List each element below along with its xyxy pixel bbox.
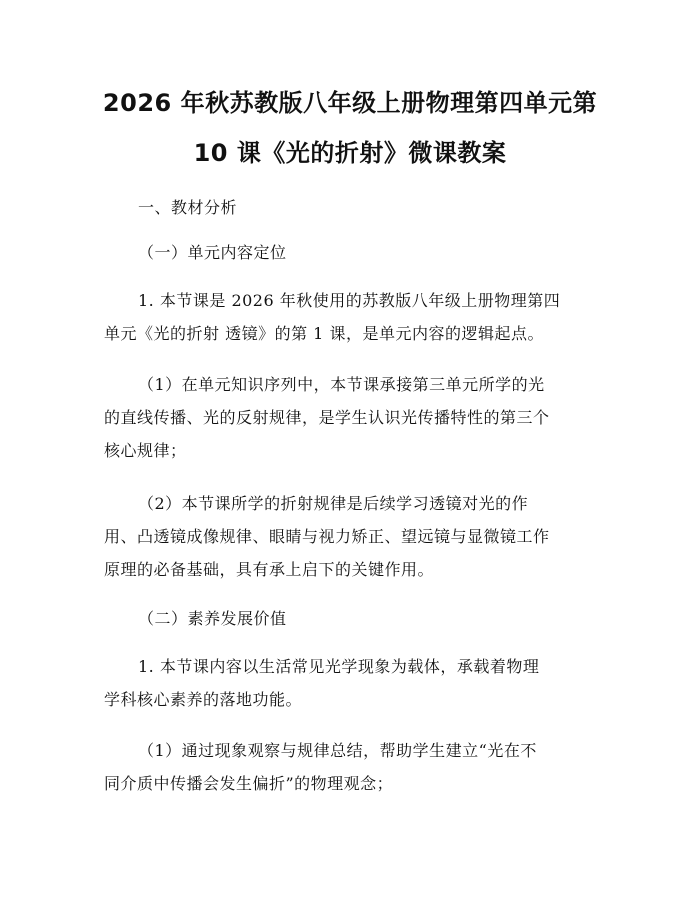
paragraph-line: 同介质中传播会发生偏折”的物理观念；: [104, 774, 394, 793]
section-heading-analysis: [104, 191, 604, 224]
subsection-heading-unit-position: [104, 236, 604, 269]
paragraph-item-2-1: [104, 734, 604, 800]
document-title-line-2: 10 课《光的折射》微课教案: [193, 139, 507, 167]
paragraph-line: 的直线传播、光的反射规律，是学生认识光传播特性的第三个: [104, 408, 550, 427]
subsection-heading-literacy-value: [104, 602, 604, 635]
paragraph-line: 1. 本节课内容以生活常见光学现象为载体，承载着物理: [138, 657, 540, 676]
paragraph-line: 单元《光的折射 透镜》的第 1 课，是单元内容的逻辑起点。: [104, 324, 544, 343]
section-heading-text: 一、教材分析: [138, 198, 238, 217]
paragraph-item-2: [104, 650, 604, 716]
paragraph-line: 用、凸透镜成像规律、眼睛与视力矫正、望远镜与显微镜工作: [104, 527, 550, 546]
subsection-heading-text: （二）素养发展价值: [138, 609, 287, 628]
paragraph-item-1-2: [104, 487, 604, 586]
paragraph-line: 核心规律；: [104, 441, 187, 460]
paragraph-line: （1）通过现象观察与规律总结，帮助学生建立“光在不: [138, 741, 537, 760]
paragraph-line: 1. 本节课是 2026 年秋使用的苏教版八年级上册物理第四: [138, 291, 561, 310]
paragraph-line: （1）在单元知识序列中，本节课承接第三单元所学的光: [138, 375, 545, 394]
paragraph-item-1: [104, 284, 604, 350]
paragraph-item-1-1: [104, 368, 604, 467]
paragraph-line: （2）本节课所学的折射规律是后续学习透镜对光的作: [138, 494, 529, 513]
document-title-line-1: 2026 年秋苏教版八年级上册物理第四单元第: [102, 89, 598, 117]
paragraph-line: 学科核心素养的落地功能。: [104, 690, 303, 709]
paragraph-line: 原理的必备基础，具有承上启下的关键作用。: [104, 560, 435, 579]
subsection-heading-text: （一）单元内容定位: [138, 243, 287, 262]
